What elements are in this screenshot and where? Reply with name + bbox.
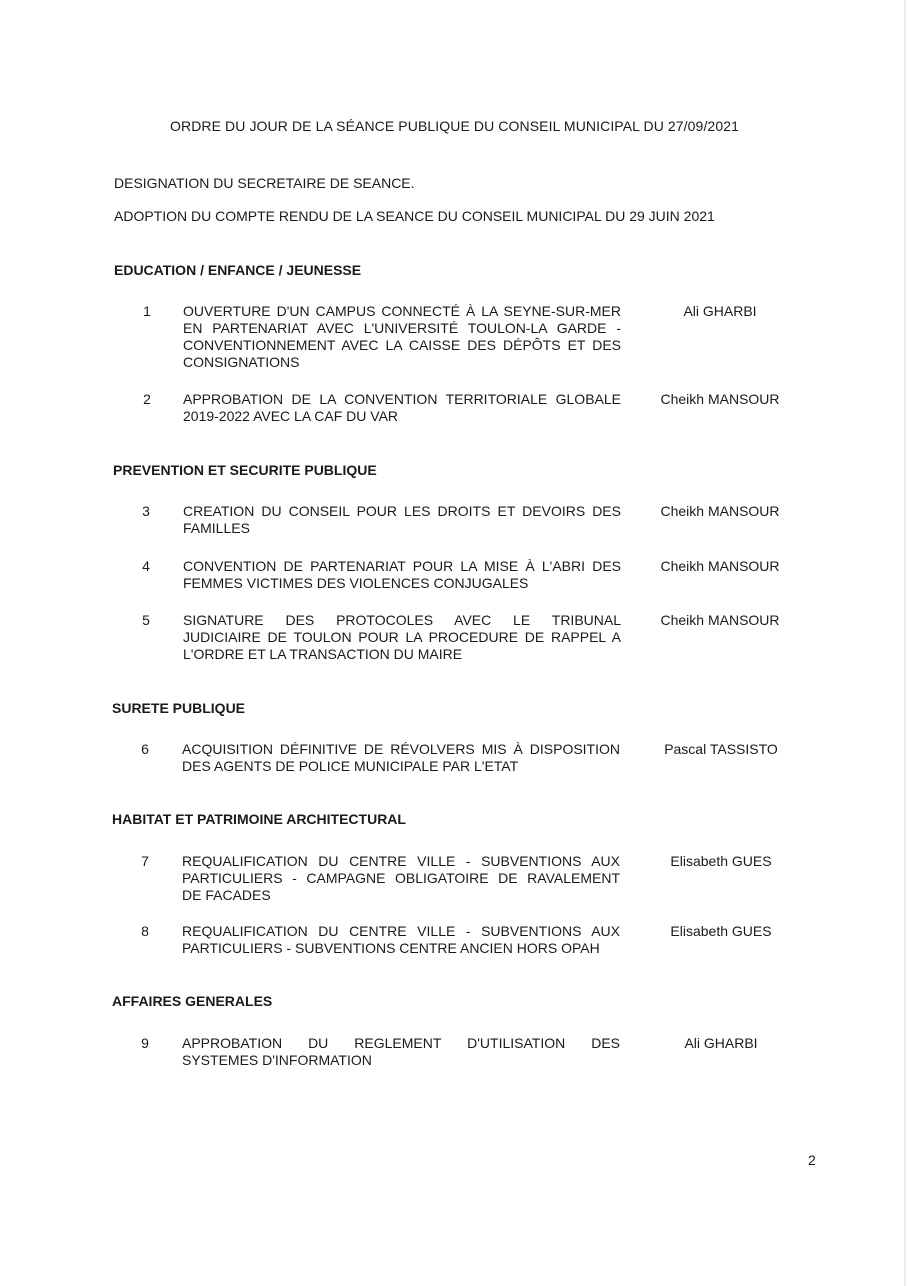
item-title: [183, 558, 621, 592]
item-title: [183, 303, 621, 371]
item-number: 9: [141, 1035, 149, 1051]
item-title-line: SYSTEMES D'INFORMATION: [182, 1052, 372, 1068]
section-heading-affaires-generales: AFFAIRES GENERALES: [112, 993, 273, 1009]
item-title: [182, 923, 620, 957]
item-title-line: OUVERTURE D'UN CAMPUS CONNECTÉ À LA SEYNE-SUR-MER: [183, 303, 621, 319]
item-title-line: 2019-2022 AVEC LA CAF DU VAR: [183, 408, 399, 424]
item-rapporteur: Cheikh MANSOUR: [660, 503, 780, 519]
item-rapporteur: Ali GHARBI: [684, 1035, 758, 1051]
item-title: [182, 853, 620, 904]
item-title-line: REQUALIFICATION DU CENTRE VILLE - SUBVENTIONS AUX: [182, 853, 620, 869]
item-rapporteur: Cheikh MANSOUR: [660, 558, 780, 574]
document-title: ORDRE DU JOUR DE LA SÉANCE PUBLIQUE DU CONSEIL MUNICIPAL DU 27/09/2021: [170, 118, 739, 134]
item-title-line: L'ORDRE ET LA TRANSACTION DU MAIRE: [183, 646, 463, 662]
section-heading-prevention: PREVENTION ET SECURITE PUBLIQUE: [113, 462, 377, 478]
item-number: 8: [141, 923, 149, 939]
section-heading-education: EDUCATION / ENFANCE / JEUNESSE: [114, 262, 362, 278]
item-title-line: SIGNATURE DES PROTOCOLES AVEC LE TRIBUNAL: [183, 612, 621, 628]
page-number: 2: [808, 1152, 816, 1168]
item-title-line: PARTICULIERS - CAMPAGNE OBLIGATOIRE DE RAVALEMENT: [182, 870, 620, 886]
item-title-line: EN PARTENARIAT AVEC L'UNIVERSITÉ TOULON-LA GARDE -: [183, 320, 621, 336]
item-title-line: REQUALIFICATION DU CENTRE VILLE - SUBVENTIONS AUX: [182, 923, 620, 939]
item-title-line: CREATION DU CONSEIL POUR LES DROITS ET DEVOIRS DES: [183, 503, 621, 519]
item-title-line: DES AGENTS DE POLICE MUNICIPALE PAR L'ETAT: [182, 758, 519, 774]
section-heading-habitat: HABITAT ET PATRIMOINE ARCHITECTURAL: [112, 811, 406, 827]
section-heading-surete: SURETE PUBLIQUE: [112, 700, 246, 716]
intro-designation-secretaire: DESIGNATION DU SECRETAIRE DE SEANCE.: [114, 175, 415, 191]
item-number: 1: [143, 303, 151, 319]
item-title-line: PARTICULIERS - SUBVENTIONS CENTRE ANCIEN HORS OPAH: [182, 940, 600, 956]
item-title-line: APPROBATION DU REGLEMENT D'UTILISATION DES: [182, 1035, 620, 1051]
item-rapporteur: Cheikh MANSOUR: [660, 391, 780, 407]
item-title-line: CONSIGNATIONS: [183, 354, 300, 370]
item-title-line: APPROBATION DE LA CONVENTION TERRITORIALE GLOBALE: [183, 391, 621, 407]
item-number: 7: [141, 853, 149, 869]
item-rapporteur: Pascal TASSISTO: [664, 741, 778, 757]
item-title-line: DE FACADES: [182, 887, 271, 903]
item-title-line: CONVENTION DE PARTENARIAT POUR LA MISE À L'ABRI DES: [183, 558, 621, 574]
intro-adoption-compte-rendu: ADOPTION DU COMPTE RENDU DE LA SEANCE DU CONSEIL MUNICIPAL DU 29 JUIN 2021: [114, 208, 715, 224]
item-title: [183, 391, 621, 425]
item-rapporteur: Cheikh MANSOUR: [660, 612, 780, 628]
item-number: 5: [142, 612, 150, 628]
item-number: 3: [142, 503, 150, 519]
item-rapporteur: Elisabeth GUES: [670, 923, 772, 939]
item-number: 2: [143, 391, 151, 407]
item-title-line: FAMILLES: [183, 520, 250, 536]
scan-edge-shadow: [904, 0, 906, 1286]
item-title-line: CONVENTIONNEMENT AVEC LA CAISSE DES DÉPÔTS ET DES: [183, 337, 621, 353]
item-title: [182, 741, 620, 775]
item-title: [183, 503, 621, 537]
item-title-line: ACQUISITION DÉFINITIVE DE RÉVOLVERS MIS À DISPOSITION: [182, 741, 620, 757]
item-title-line: FEMMES VICTIMES DES VIOLENCES CONJUGALES: [183, 575, 529, 591]
item-title: [183, 612, 621, 663]
item-rapporteur: Elisabeth GUES: [670, 853, 772, 869]
item-title: [182, 1035, 620, 1069]
item-number: 4: [142, 558, 150, 574]
item-title-line: JUDICIAIRE DE TOULON POUR LA PROCEDURE DE RAPPEL A: [183, 629, 621, 645]
item-number: 6: [141, 741, 149, 757]
item-rapporteur: Ali GHARBI: [683, 303, 757, 319]
